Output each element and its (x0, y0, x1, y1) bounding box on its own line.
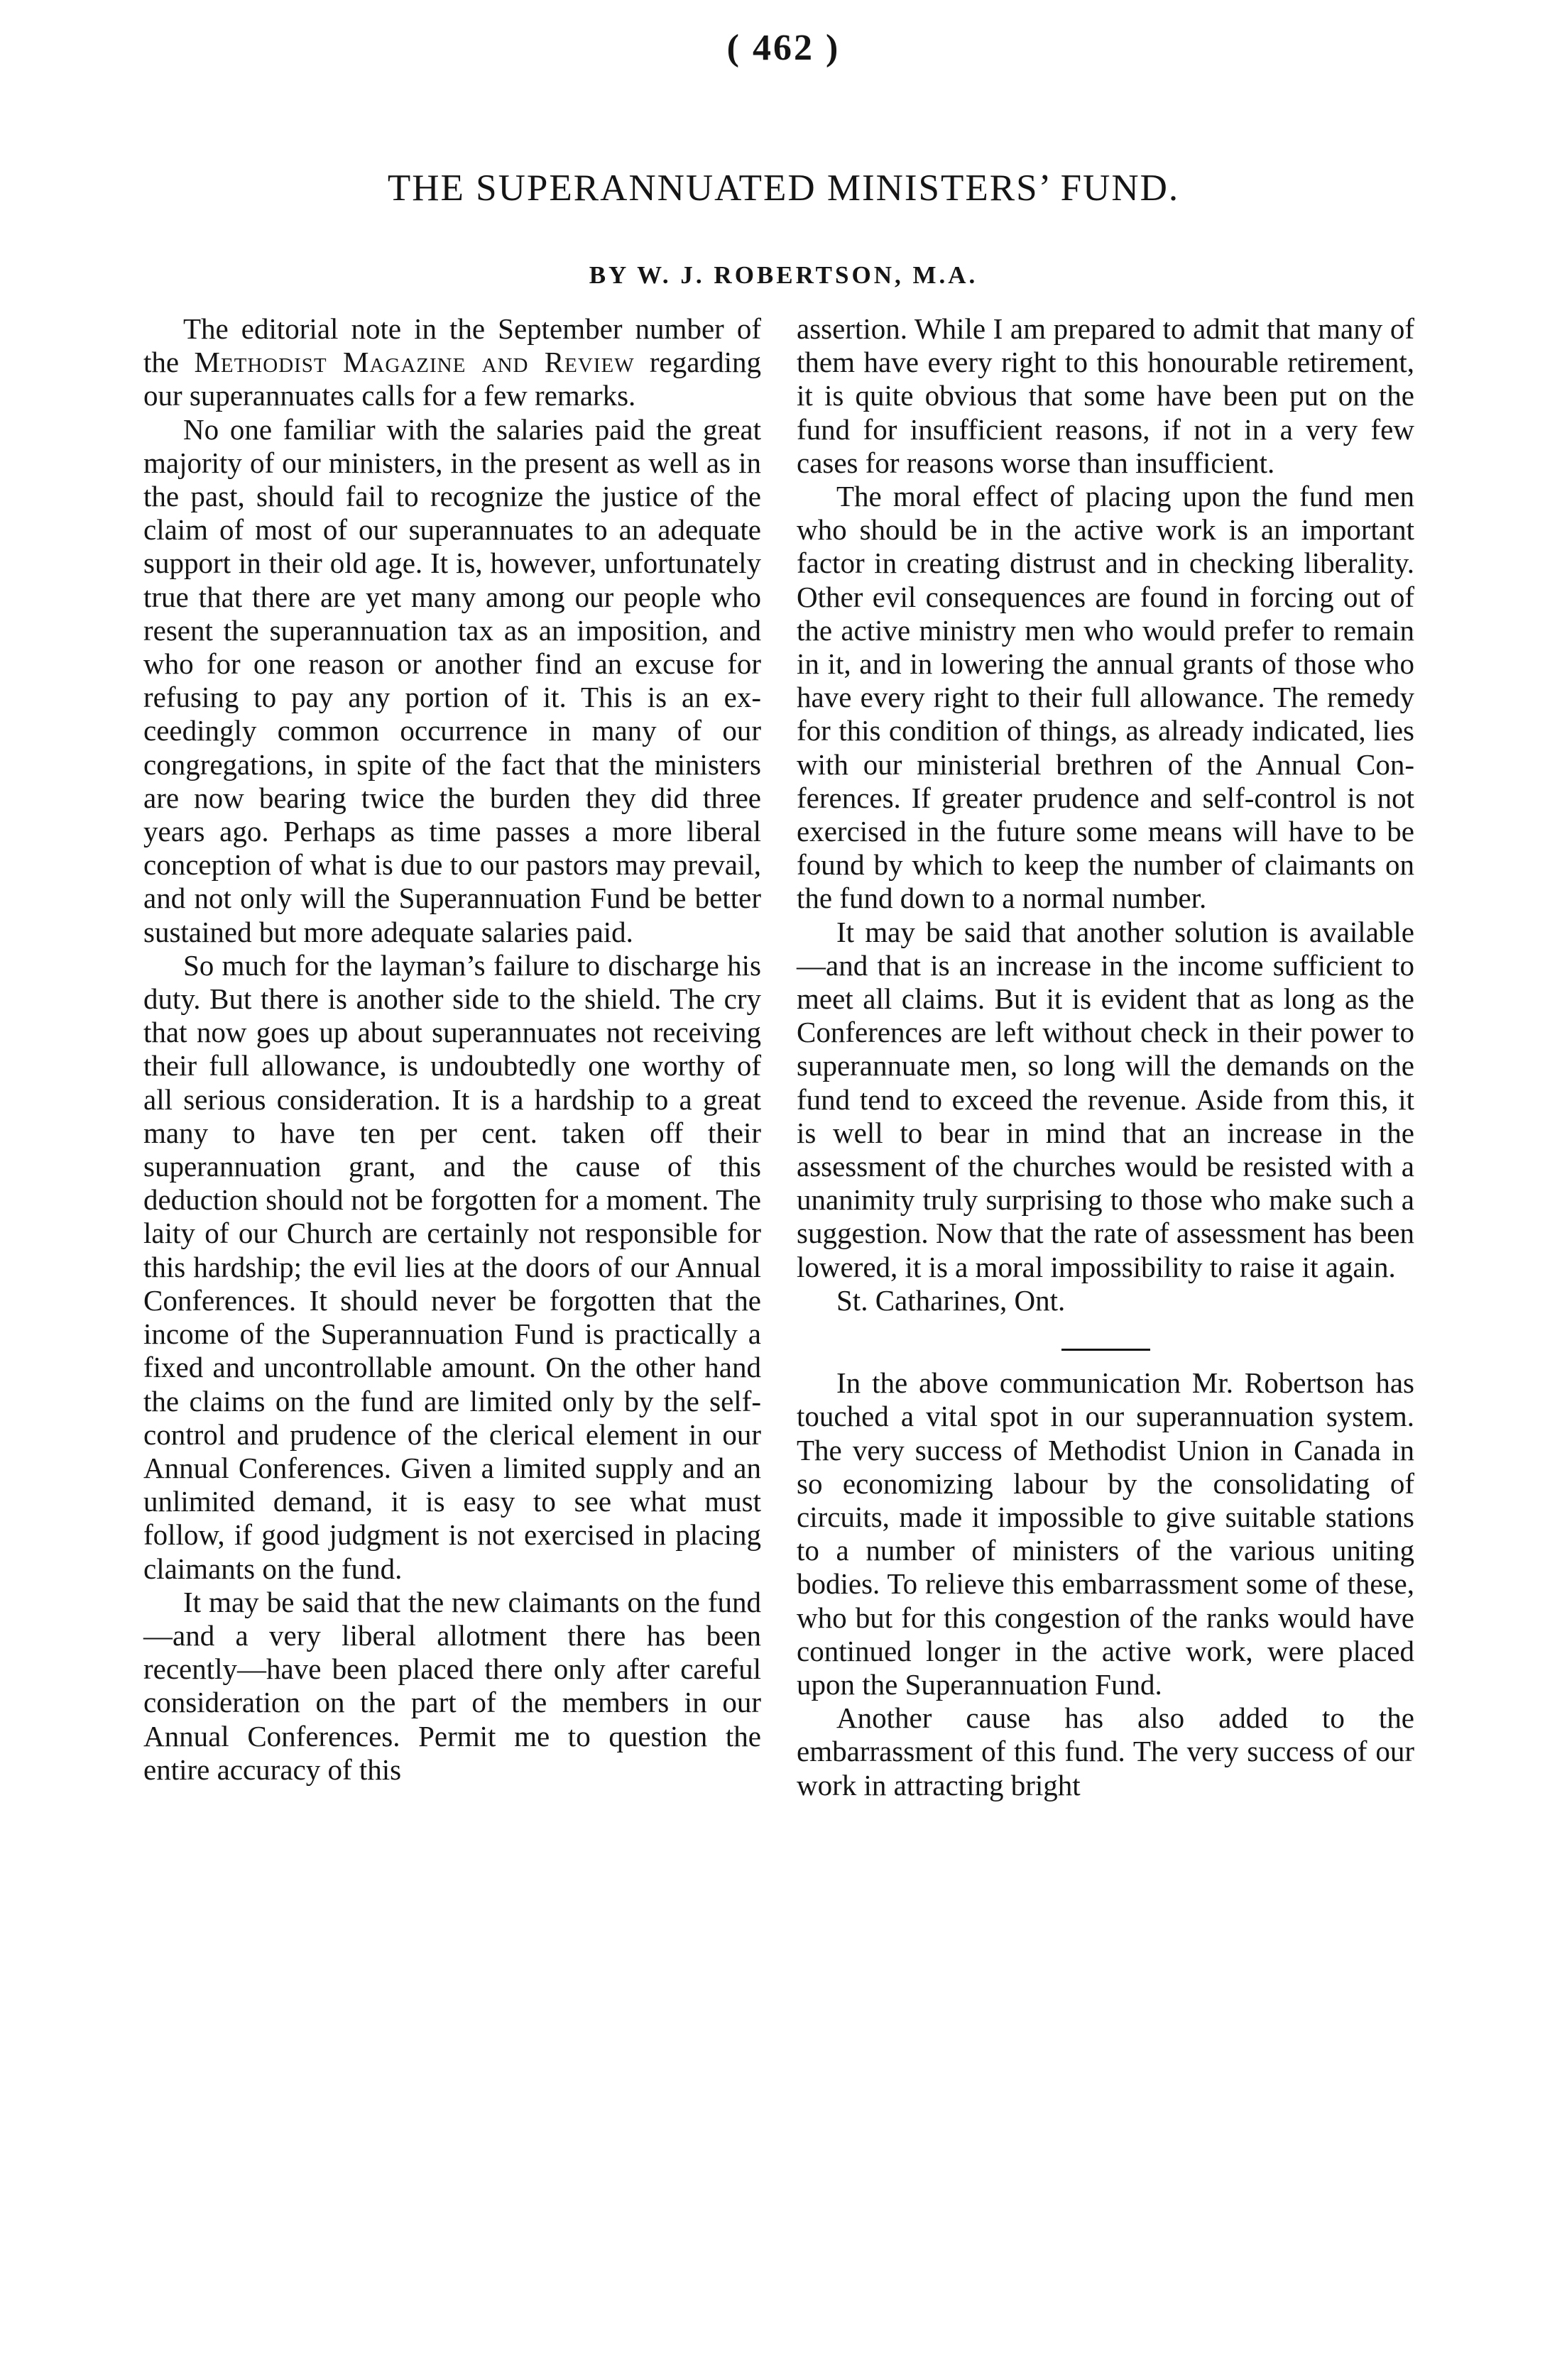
paragraph-1 (143, 312, 761, 413)
page-number: ( 462 ) (726, 28, 841, 68)
left-column (143, 312, 761, 1787)
paragraph-5: The moral effect of placing upon the fund men who should be in the active work is an important factor in creating distrust and in checking liberality. Other evil consequences are found in forcing out of the active ministry men who would prefer to remain in it, and in lowering the annual grants of those who have every right to their full allowance. The remedy for this condition of things, as already indicated, lies with our ministerial brethren of the Annual Conferences. If greater prudence and self-control is not exercised in the future some means will have to be found by which to keep the number of claimants on the fund down to a normal number. (797, 480, 1414, 915)
right-column (797, 312, 1414, 1802)
paragraph-4-continued: assertion. While I am prepared to admit that many of them have every right to this honourable retirement, it is quite obvious that some have been put on the fund for insufficient reasons, if not in a very few cases for reasons worse than insufficient. (797, 312, 1414, 479)
magazine-name: Methodist Magazine and Review (194, 346, 635, 379)
paragraph-1-tail: regarding our superannuates calls for a few remarks. (143, 346, 761, 412)
paragraph-4: It may be said that the new claimants on the fund—and a very liberal allotment there has been recently—have been placed there only after careful consideration on the part of the members in our Annual Conferences. Permit me to question the entire accuracy of this (143, 1585, 761, 1786)
paragraph-6: It may be said that another solution is available—and that is an increase in the income sufficient to meet all claims. But it is evident that as long as the Conferences are left without check in their power to superannuate men, so long will the demands on the fund tend to exceed the revenue. Aside from this, it is well to bear in mind that an increase in the assessment of the churches would be resisted with a unanimity truly surprising to those who make such a suggestion. Now that the rate of assessment has been lowered, it is a moral impossibility to raise it again. (797, 915, 1414, 1283)
article-title: THE SUPERANNUATED MINISTERS’ FUND. (387, 168, 1180, 209)
paragraph-2: No one familiar with the salaries paid the great majority of our ministers, in the present as well as in the past, should fail to recognize the justice of the claim of most of our superannuates to an adequate support in their old age. It is, however, unfortunately true that there are yet many among our people who resent the superannuation tax as an imposition, and who for one reason or another find an excuse for refusing to pay any portion of it. This is an exceedingly common occurrence in many of our congregations, in spite of the fact that the ministers are now bearing twice the burden they did three years ago. Perhaps as time passes a more liberal conception of what is due to our pastors may prevail, and not only will the Superannuation Fund be better sustained but more adequate salaries paid. (143, 412, 761, 948)
paragraph-3: So much for the layman’s failure to discharge his duty. But there is another side to the shield. The cry that now goes up about superannuates not receiving their full allowance, is undoubtedly one worthy of all serious consideration. It is a hardship to a great many to have ten per cent. taken off their superannuation grant, and the cause of this deduction should not be forgotten for a moment. The laity of our Church are certainly not responsible for this hardship; the evil lies at the doors of our Annual Conferences. It should never be forgotten that the income of the Superannuation Fund is practically a fixed and uncontrollable amount. On the other hand the claims on the fund are limited only by the self-control and prudence of the clerical element in our Annual Conferences. Given a limited supply and an unlimited demand, it is easy to see what must follow, if good judgment is not exercised in placing claimants on the fund. (143, 948, 761, 1585)
section-divider (1061, 1349, 1150, 1351)
editorial-paragraph-1: In the above communication Mr. Robertson has touched a vital spot in our superannuation system. The very success of Methodist Union in Canada in so economizing labour by the consolidating of circuits, made it impossible to give suitable stations to a number of ministers of the various uniting bodies. To relieve this embarrassment some of these, who but for this congestion of the ranks would have continued longer in the active work, were placed upon the Superannuation Fund. (797, 1366, 1414, 1701)
byline: BY W. J. ROBERTSON, M.A. (589, 261, 978, 289)
paragraph-1-lead: The editorial note in the September number of the (143, 312, 761, 379)
editorial-paragraph-2: Another cause has also added to the embarrassment of this fund. The very success of our work in attracting bright (797, 1701, 1414, 1802)
signoff-location: St. Catharines, Ont. (836, 1283, 1066, 1317)
